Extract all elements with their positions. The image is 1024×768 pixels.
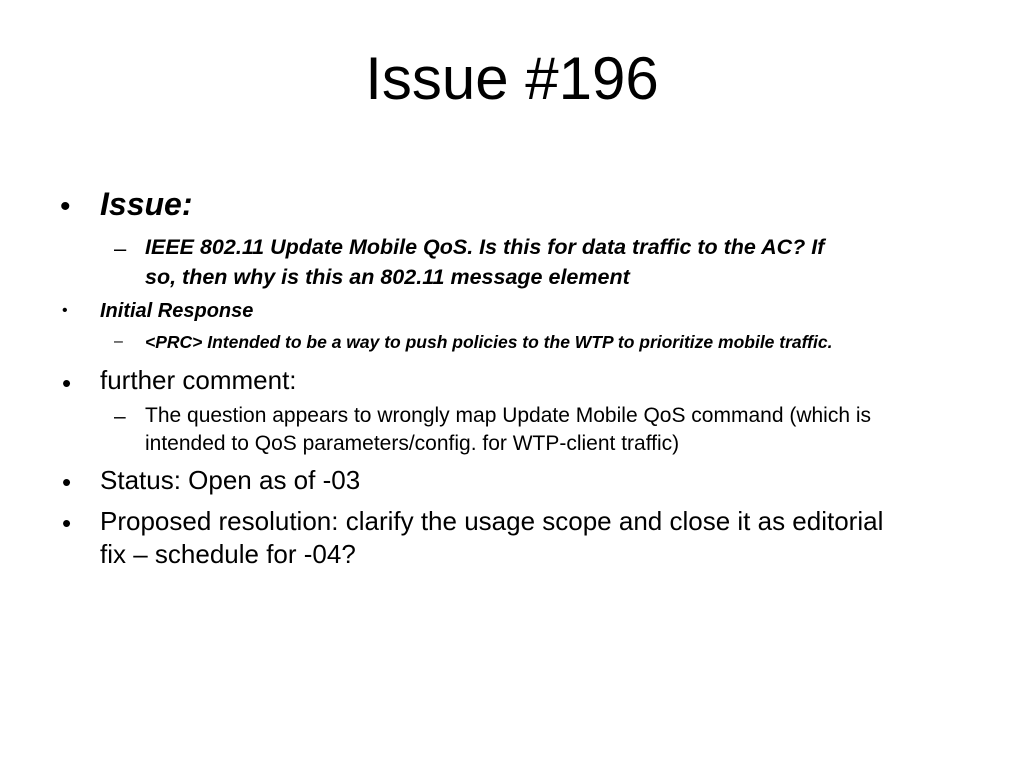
- initial-response-detail: <PRC> Intended to be a way to push policies to the WTP to prioritize mobile traffic.: [145, 332, 833, 352]
- bullet-marker: •: [60, 190, 71, 223]
- issue-detail-line-1: IEEE 802.11 Update Mobile QoS. Is this for data traffic to the AC? If: [145, 235, 825, 259]
- bullet-marker: •: [62, 368, 72, 398]
- slide-title: Issue #196: [365, 45, 659, 112]
- issue-heading: Issue:: [100, 186, 193, 222]
- further-comment-line-1: The question appears to wrongly map Update Mobile QoS command (which is: [145, 404, 872, 427]
- dash-marker: –: [114, 236, 127, 261]
- dash-marker: –: [114, 405, 126, 428]
- further-comment-line-2: intended to QoS parameters/config. for WTP-client traffic): [145, 432, 680, 455]
- further-comment-heading: further comment:: [100, 365, 297, 395]
- bullet-marker: •: [62, 508, 72, 538]
- resolution-line-1: Proposed resolution: clarify the usage scope and close it as editorial: [100, 506, 884, 536]
- bullet-marker: •: [62, 467, 72, 497]
- bullet-marker: •: [62, 302, 68, 319]
- issue-detail-line-2: so, then why is this an 802.11 message element: [145, 265, 630, 289]
- initial-response-heading: Initial Response: [100, 300, 254, 322]
- resolution-line-2: fix – schedule for -04?: [100, 539, 356, 569]
- dash-marker: –: [114, 333, 123, 350]
- status-line: Status: Open as of -03: [100, 465, 361, 495]
